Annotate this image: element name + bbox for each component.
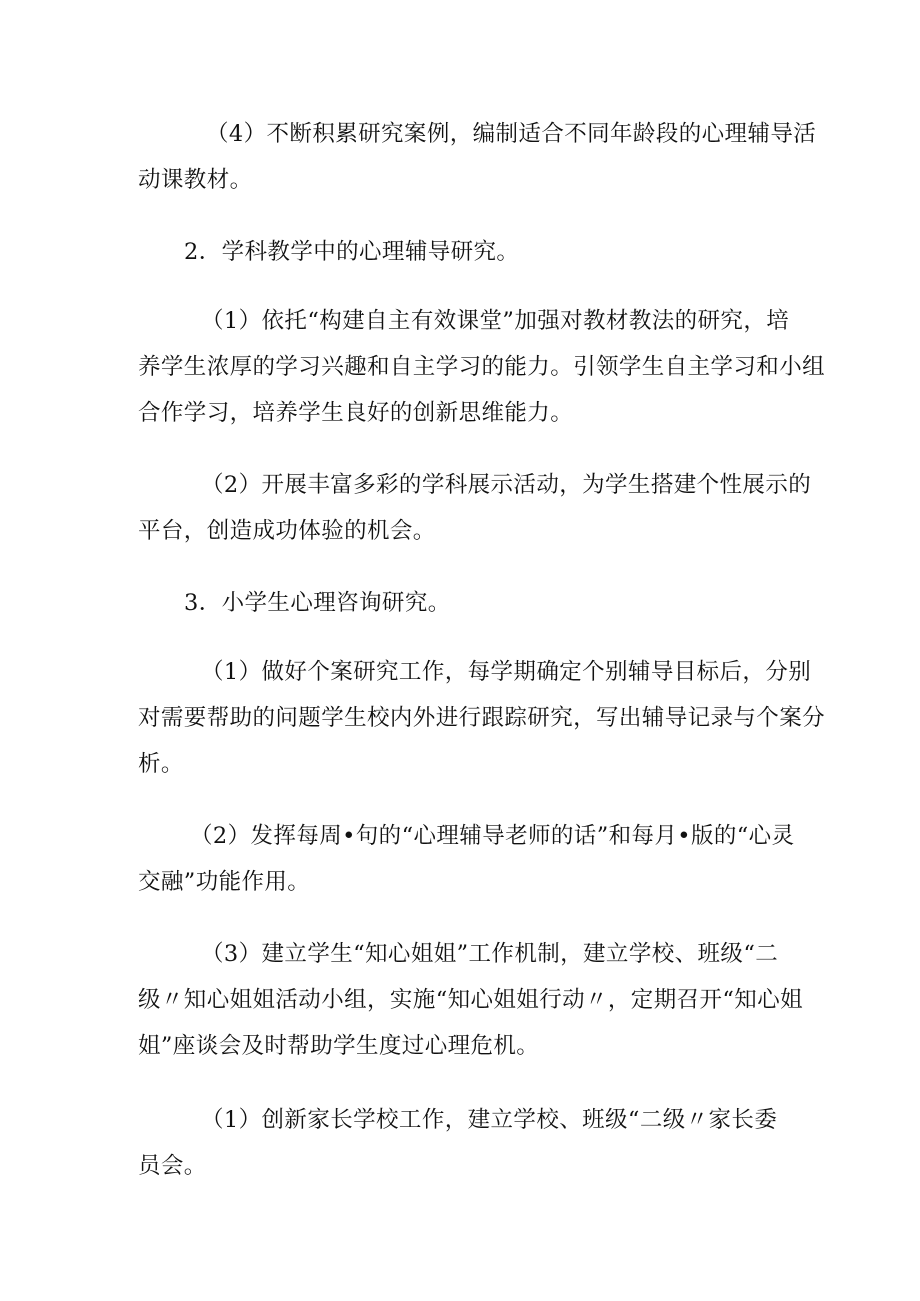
text-line: （1）做好个案研究工作，每学期确定个别辅导目标后，分别 (201, 659, 812, 685)
text-line: 2．学科教学中的心理辅导研究。 (184, 239, 520, 265)
text-line: （3）建立学生“知心姐姐”工作机制，建立学校、班级“二 (201, 941, 779, 967)
text-line: （1）依托“构建自主有效课堂”加强对教材教法的研究，培 (201, 308, 790, 334)
paragraph-4-1 (138, 1097, 788, 1189)
paragraph-1 (138, 111, 817, 203)
paragraph-2-1 (138, 298, 826, 436)
section-heading-3 (138, 580, 788, 626)
text-line: 对需要帮助的问题学生校内外进行跟踪研究，写出辅导记录与个案分 (138, 705, 826, 731)
text-line: 3．小学生心理咨询研究。 (184, 590, 451, 616)
text-line: 析。 (138, 751, 184, 777)
text-line: 级〃知心姐姐活动小组，实施“知心姐姐行动〃，定期召开“知心姐 (138, 987, 804, 1013)
text-line: 动课教材。 (138, 167, 253, 193)
section-heading-2 (138, 229, 788, 275)
text-line: （2）发挥每周•句的“心理辅导老师的话”和每月•版的“心灵 (190, 823, 795, 849)
text-line: 姐”座谈会及时帮助学生度过心理危机。 (138, 1033, 540, 1059)
paragraph-2-2 (138, 462, 812, 554)
text-line: （2）开展丰富多彩的学科展示活动，为学生搭建个性展示的 (201, 472, 812, 498)
text-line: 员会。 (138, 1153, 207, 1179)
text-line: （1）创新家长学校工作，建立学校、班级“二级〃家长委 (201, 1107, 778, 1133)
text-line: 交融”功能作用。 (138, 869, 311, 895)
text-line: 平台，创造成功体验的机会。 (138, 518, 436, 544)
text-line: 合作学习，培养学生良好的创新思维能力。 (138, 400, 574, 426)
paragraph-3-1 (138, 649, 826, 787)
paragraph-3-2 (138, 813, 795, 905)
text-line: （4）不断积累研究案例，编制适合不同年龄段的心理辅导活 (206, 121, 817, 147)
text-line: 养学生浓厚的学习兴趣和自主学习的能力。引领学生自主学习和小组 (138, 354, 826, 380)
paragraph-3-3 (138, 931, 804, 1069)
